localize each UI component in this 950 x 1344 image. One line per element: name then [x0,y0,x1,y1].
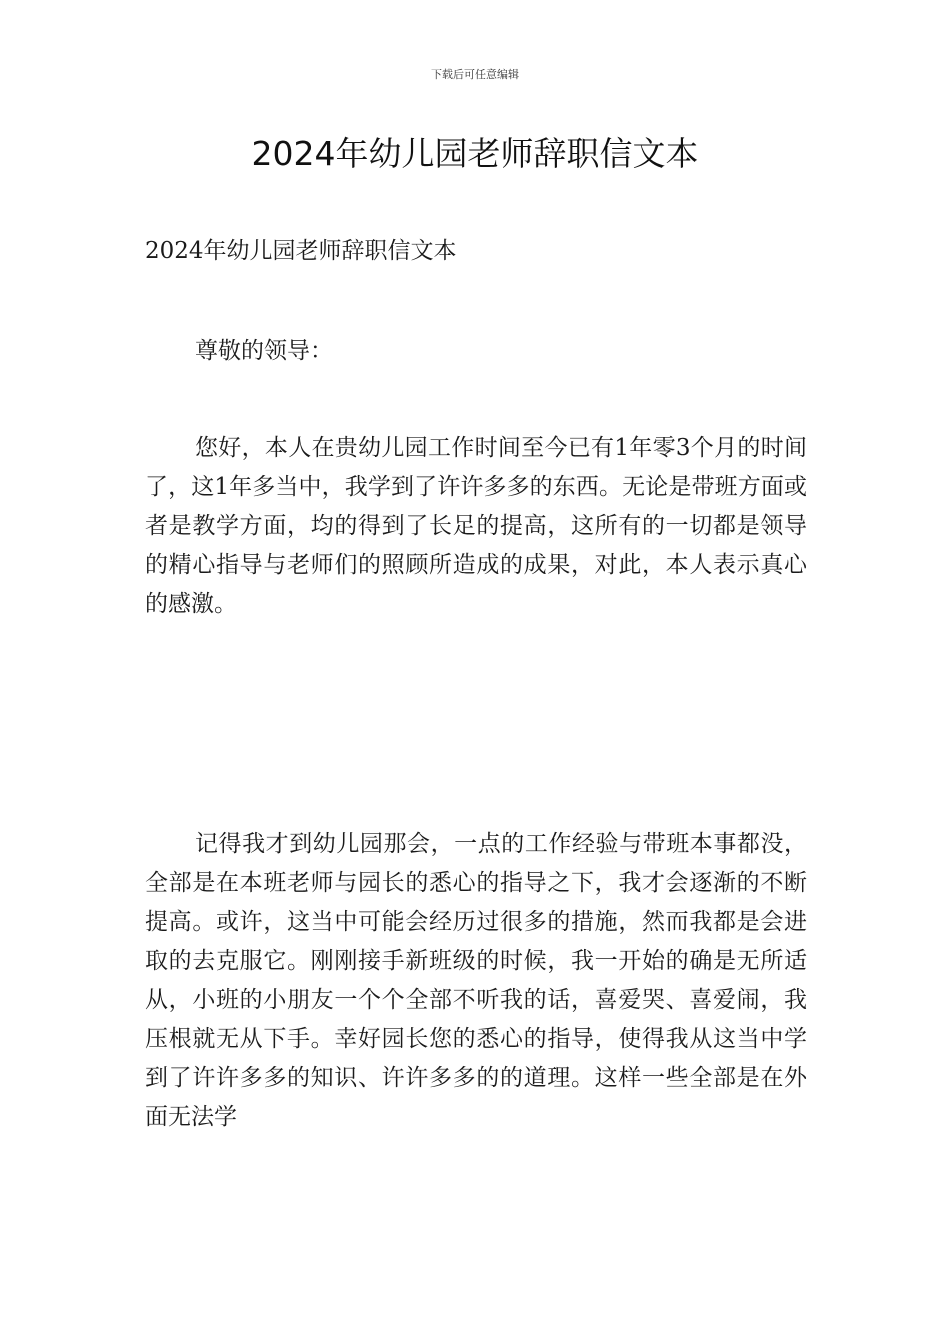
document-subtitle: 2024年幼儿园老师辞职信文本 [145,238,457,264]
header-note: 下载后可任意编辑 [431,68,519,81]
document-title: 2024年幼儿园老师辞职信文本 [251,134,699,173]
salutation: 尊敬的领导： [195,338,333,364]
body-paragraph-1: 您好，本人在贵幼儿园工作时间至今已有1年零3个月的时间了，这1年多当中，我学到了许许多多的东西。无论是带班方面或者是教学方面，均的得到了长足的提高，这所有的一切都是领导的精心指导与老师们的照顾所造成的成果，对此，本人表示真心的感激。 [145,435,807,617]
body-paragraph-2: 记得我才到幼儿园那会，一点的工作经验与带班本事都没，全部是在本班老师与园长的悉心的指导之下，我才会逐渐的不断提高。或许，这当中可能会经历过很多的措施，然而我都是会进取的去克服它。刚刚接手新班级的时候，我一开始的确是无所适从，小班的小朋友一个个全部不听我的话，喜爱哭、喜爱闹，我压根就无从下手。幸好园长您的悉心的指导，使得我从这当中学到了许许多多的知识、许许多多的的道理。这样一些全部是在外面无法学 [145,831,807,1130]
